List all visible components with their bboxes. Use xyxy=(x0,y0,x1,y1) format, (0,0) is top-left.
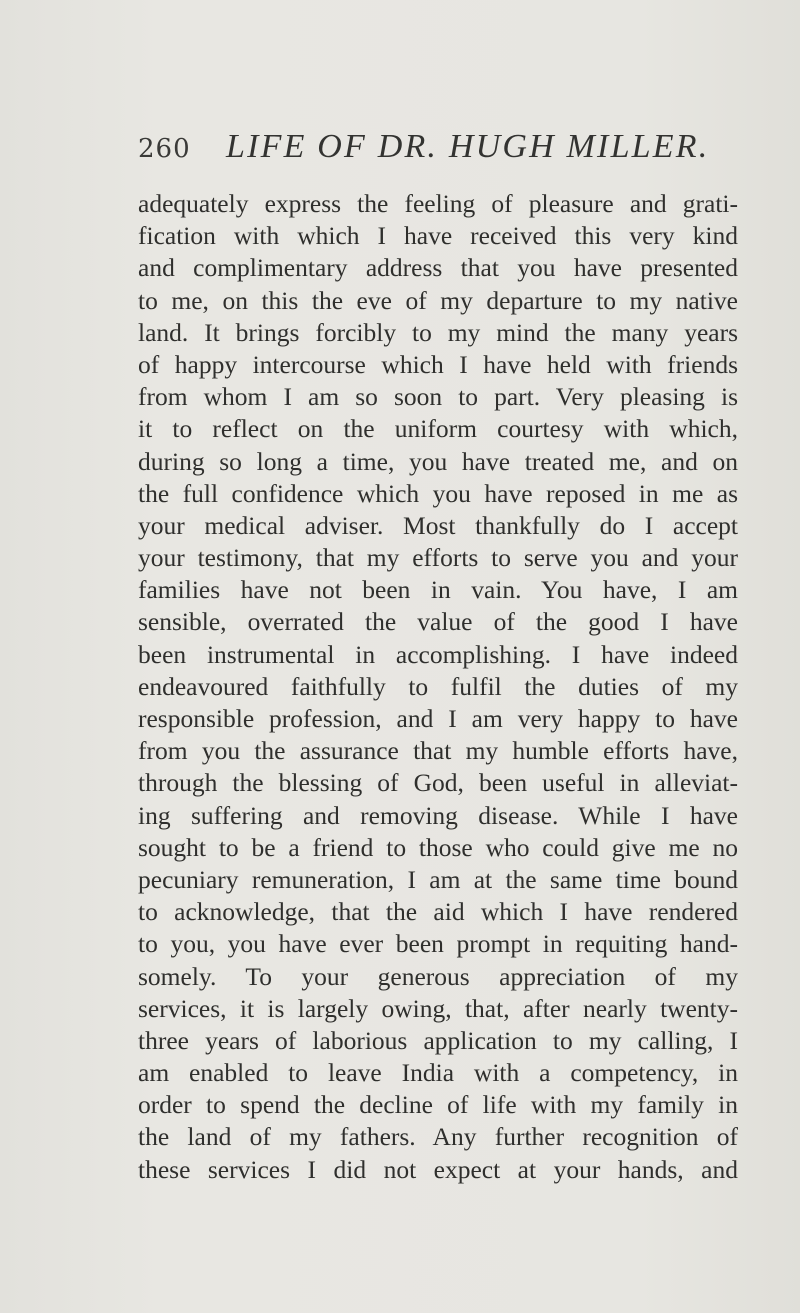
text-line: adequately express the feeling of pleasure and grati- xyxy=(138,189,738,218)
text-line: it to reflect on the uniform courtesy with which, xyxy=(138,414,738,444)
text-line: to acknowledge, that the aid which I have rendered xyxy=(138,897,738,927)
text-line: endeavoured faithfully to fulfil the duties of my xyxy=(138,671,738,701)
text-line: of happy intercourse which I have held with friends xyxy=(138,349,738,379)
text-line: land. It brings forcibly to my mind the many years xyxy=(138,317,738,347)
text-line: three years of laborious application to my calling, I xyxy=(138,1025,738,1055)
running-head: LIFE OF DR. HUGH MILLER. xyxy=(226,128,710,165)
text-line: responsible profession, and I am very happy to have xyxy=(138,704,738,733)
text-line: sought to be a friend to those who could give me no xyxy=(138,832,738,862)
text-line: the land of my fathers. Any further recognition of xyxy=(138,1122,738,1152)
text-line: during so long a time, you have treated me, and on xyxy=(138,446,738,476)
text-line: from you the assurance that my humble efforts have, xyxy=(138,736,738,766)
text-line: been instrumental in accomplishing. I have indeed xyxy=(138,639,738,669)
text-line: to me, on this the eve of my departure to my native xyxy=(138,285,738,315)
text-line: ing suffering and removing disease. While I have xyxy=(138,800,738,830)
text-line: through the blessing of God, been useful in alleviat- xyxy=(138,768,738,798)
text-line: pecuniary remuneration, I am at the same time bound xyxy=(138,864,738,894)
text-line: the full confidence which you have reposed in me as xyxy=(138,478,738,508)
body-text xyxy=(138,188,738,1186)
page-header xyxy=(138,128,738,172)
text-line: sensible, overrated the value of the good I have xyxy=(138,607,738,637)
text-line: order to spend the decline of life with my family in xyxy=(138,1090,738,1120)
text-line: from whom I am so soon to part. Very pleasing is xyxy=(138,382,738,412)
text-line: to you, you have ever been prompt in requiting hand- xyxy=(138,929,738,959)
text-line: services, it is largely owing, that, after nearly twenty- xyxy=(138,993,738,1023)
text-line: and complimentary address that you have presented xyxy=(138,253,738,283)
text-line: your medical adviser. Most thankfully do I accept xyxy=(138,510,738,540)
text-line: fication with which I have received this very kind xyxy=(138,221,738,251)
text-line: somely. To your generous appreciation of my xyxy=(138,961,738,991)
text-line: am enabled to leave India with a competency, in xyxy=(138,1058,738,1088)
text-line: your testimony, that my efforts to serve you and your xyxy=(138,543,738,573)
text-line: these services I did not expect at your hands, and xyxy=(138,1154,738,1184)
page-number: 260 xyxy=(138,134,191,164)
text-line: families have not been in vain. You have, I am xyxy=(138,575,738,605)
